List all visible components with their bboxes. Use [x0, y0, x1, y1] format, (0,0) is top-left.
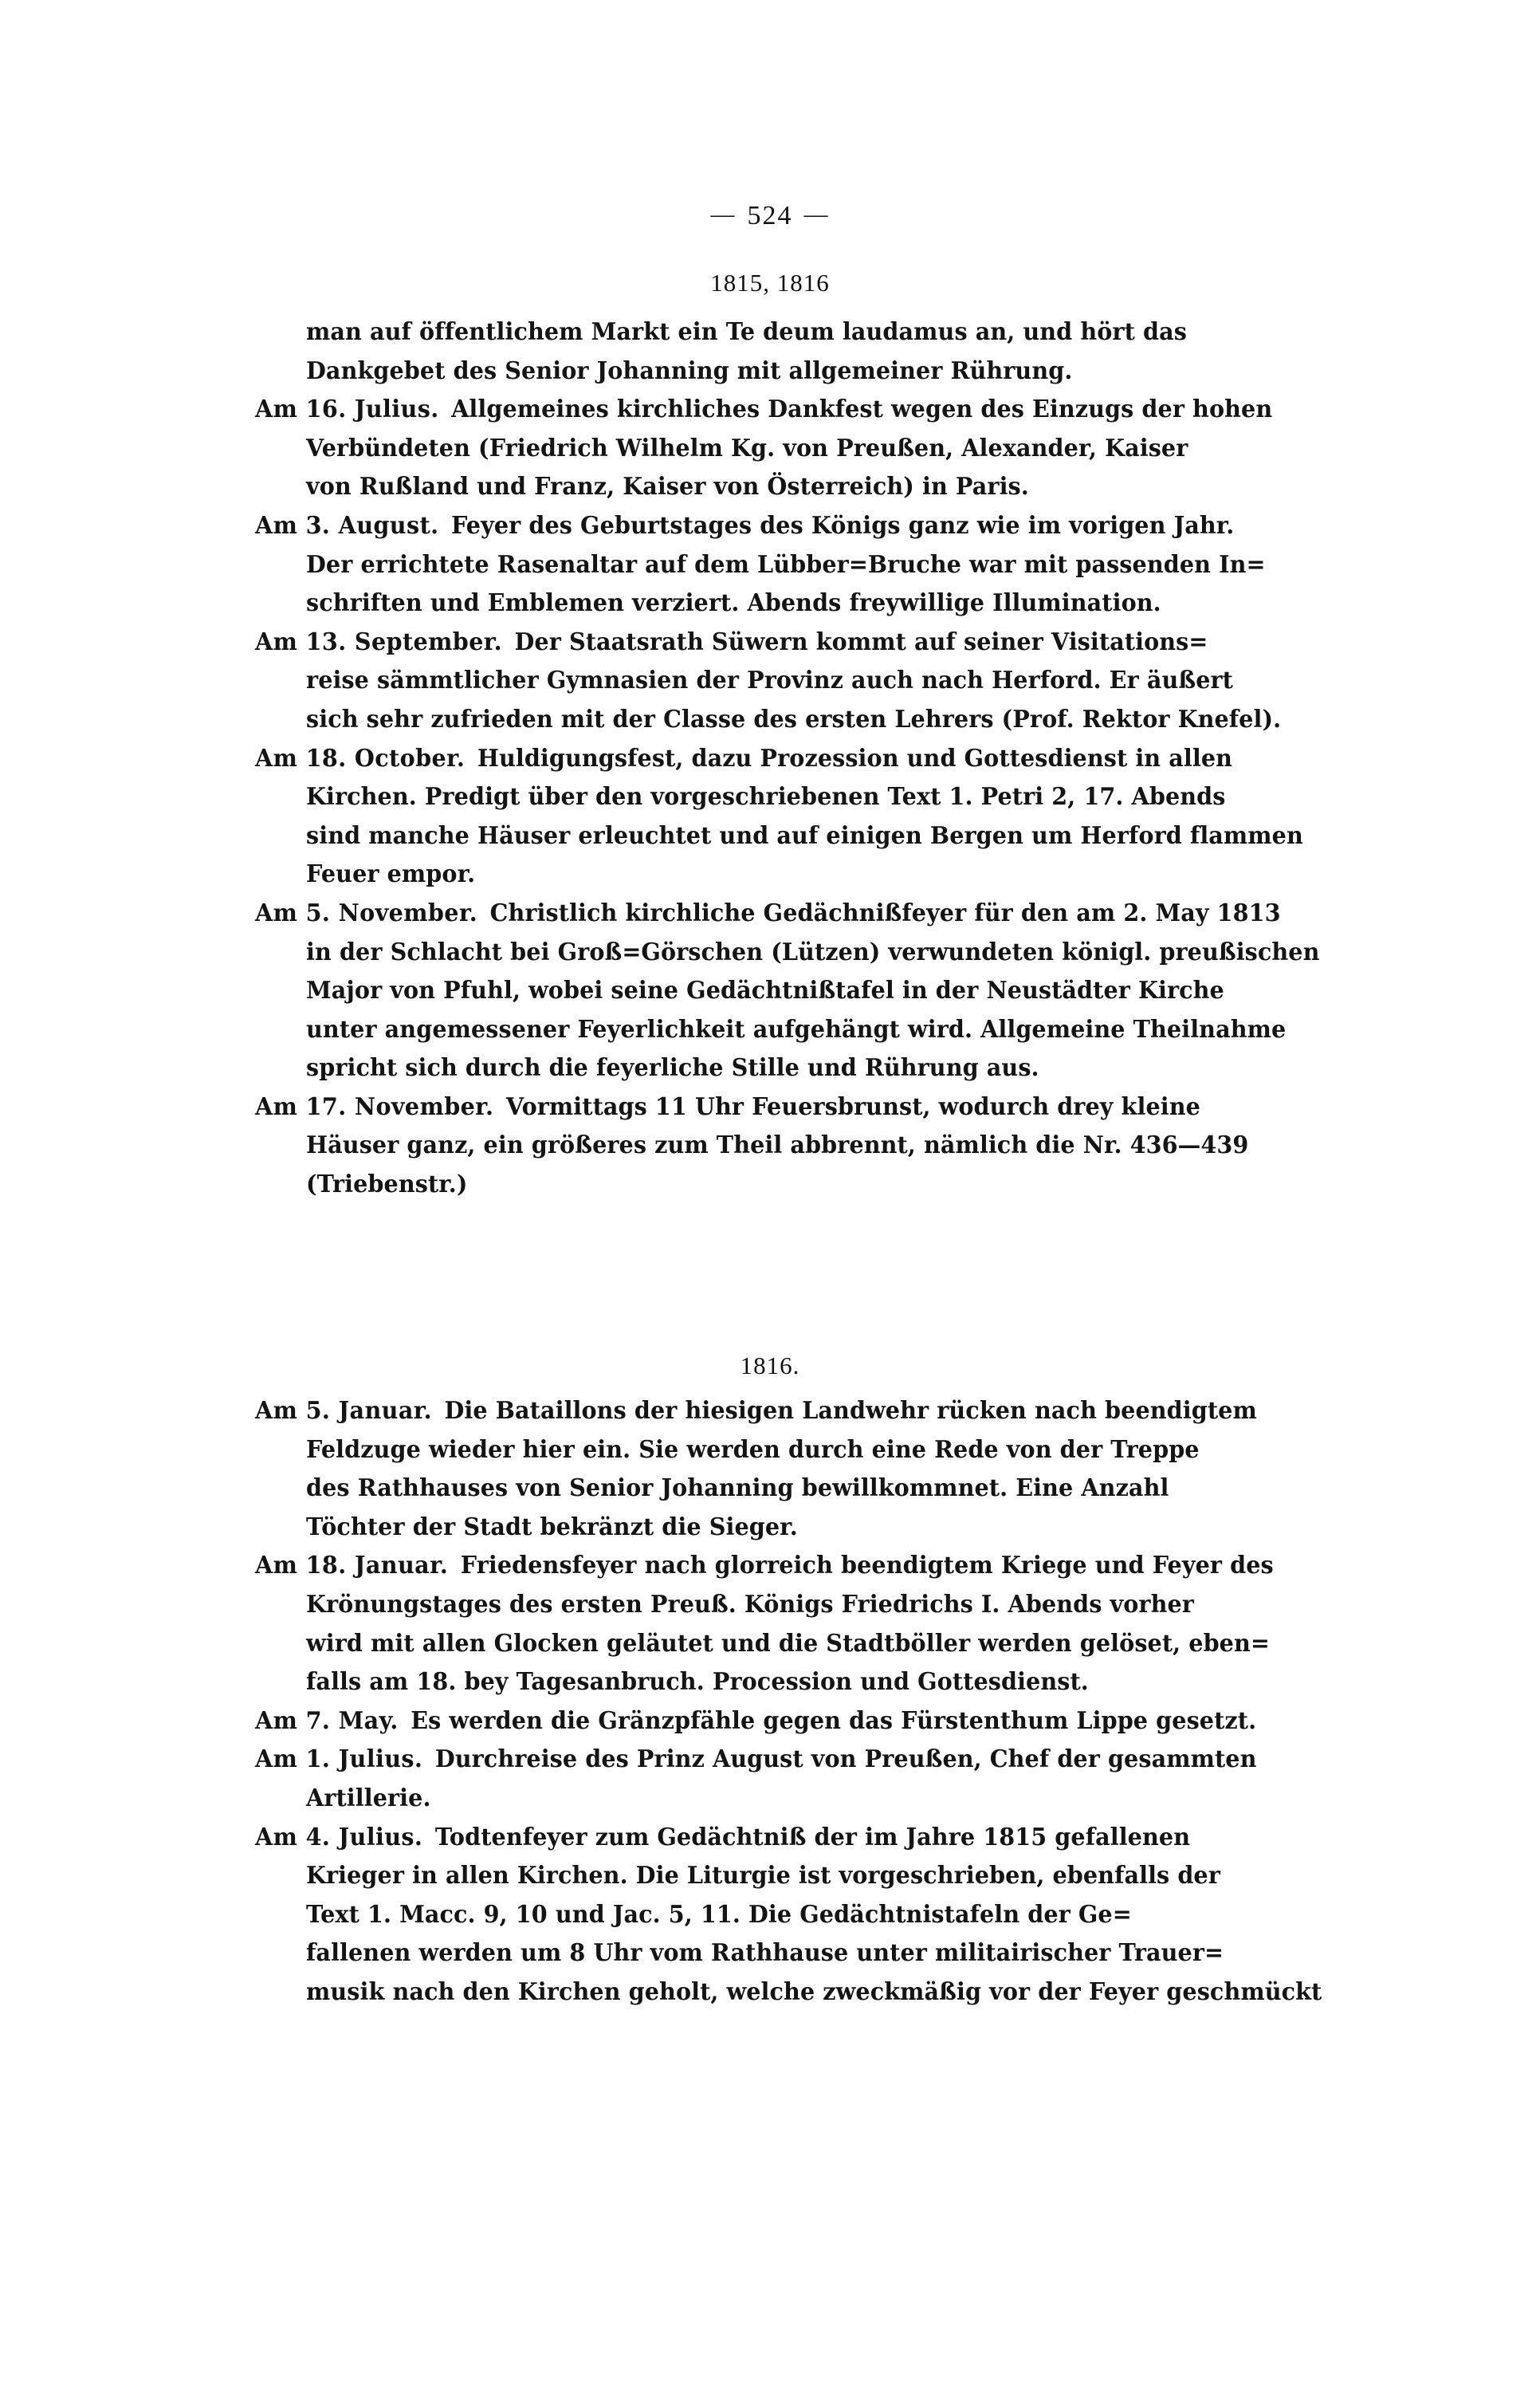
entry-date: Am 5. Januar.: [255, 1396, 432, 1424]
entry-date: Am 1. Julius.: [255, 1745, 423, 1773]
entry-line: (Triebenstr.): [306, 1170, 468, 1198]
entry-text: Vormittags 11 Uhr Feuersbrunst, wodurch drey kleine: [505, 1092, 1200, 1120]
entry-first-line: [255, 1391, 1415, 1430]
entry-text: Es werden die Gränzpfähle gegen das Fürstenthum Lippe gesetzt.: [411, 1705, 1257, 1734]
entry-line: wird mit allen Glocken geläutet und die Stadtböller werden gelöset, eben=: [306, 1628, 1270, 1657]
entry-text: Durchreise des Prinz August von Preußen, Chef der gesammten: [434, 1745, 1257, 1773]
entry-date: Am 3. August.: [255, 510, 439, 539]
year-heading-1816: 1816.: [740, 1351, 800, 1379]
entry-text: Todtenfeyer zum Gedächtniß der im Jahre 1815 gefallenen: [434, 1822, 1191, 1851]
entry-line: in der Schlacht bei Groß=Görschen (Lützen) verwundeten königl. preußischen: [306, 937, 1320, 966]
continuation-line: Dankgebet des Senior Johanning mit allgemeiner Rührung.: [306, 356, 1073, 384]
entry-line: reise sämmtlicher Gymnasien der Provinz auch nach Herford. Er äußert: [306, 666, 1234, 694]
entry-line: spricht sich durch die feyerliche Stille und Rührung aus.: [306, 1053, 1039, 1082]
entry-line: Feldzuge wieder hier ein. Sie werden durch eine Rede von der Treppe: [306, 1434, 1200, 1463]
entry-first-line: [255, 1818, 1415, 1857]
entry-line: Töchter der Stadt bekränzt die Sieger.: [306, 1512, 798, 1540]
entry-line: sind manche Häuser erleuchtet und auf einigen Bergen um Herford flammen: [306, 820, 1303, 849]
entry-first-line: [255, 894, 1415, 933]
entry-line: fallenen werden um 8 Uhr vom Rathhause unter militairischer Trauer=: [306, 1938, 1224, 1967]
entry-line: Verbündeten (Friedrich Wilhelm Kg. von Preußen, Alexander, Kaiser: [306, 433, 1188, 462]
running-head-dash-right: —: [803, 201, 830, 227]
body-text-1815: [255, 313, 1451, 1204]
entry-date: Am 7. May.: [255, 1705, 399, 1734]
entry-line: unter angemessener Feyerlichkeit aufgehängt wird. Allgemeine Theilnahme: [306, 1014, 1287, 1043]
entry-date: Am 18. Januar.: [255, 1551, 449, 1580]
entry-line: sich sehr zufrieden mit der Classe des ersten Lehrers (Prof. Rektor Knefel).: [306, 704, 1282, 733]
entry-first-line: [255, 390, 1415, 429]
entry-date: Am 13. September.: [255, 627, 502, 655]
running-head-dash-left: —: [710, 201, 737, 227]
entry-line: Krieger in allen Kirchen. Die Liturgie ist vorgeschrieben, ebenfalls der: [306, 1861, 1220, 1890]
entry-line: schriften und Emblemen verziert. Abends freywillige Illumination.: [306, 588, 1161, 617]
entry-text: Feyer des Geburtstages des Königs ganz wie im vorigen Jahr.: [450, 510, 1235, 539]
entry-line: musik nach den Kirchen geholt, welche zweckmäßig vor der Feyer geschmückt: [306, 1977, 1322, 2005]
continuation-line: man auf öffentlichem Markt ein Te deum laudamus an, und hört das: [306, 317, 1187, 345]
entry-line: des Rathhauses von Senior Johanning bewillkommnet. Eine Anzahl: [306, 1473, 1169, 1502]
entry-line: Kirchen. Predigt über den vorgeschriebenen Text 1. Petri 2, 17. Abends: [306, 782, 1226, 811]
entry-line: Krönungstages des ersten Preuß. Königs Friedrichs I. Abends vorher: [306, 1589, 1194, 1618]
entry-line: Text 1. Macc. 9, 10 und Jac. 5, 11. Die Gedächtnistafeln der Ge=: [306, 1899, 1132, 1928]
entry-line: Artillerie.: [306, 1783, 431, 1812]
entry-date: Am 16. Julius.: [255, 395, 439, 423]
entry-text: Huldigungsfest, dazu Prozession und Gottesdienst in allen: [477, 743, 1233, 772]
entry-date: Am 17. November.: [255, 1092, 494, 1120]
entry-line: Der errichtete Rasenaltar auf dem Lübber=Bruche war mit passenden In=: [306, 549, 1266, 578]
entry-first-line: [255, 1702, 1415, 1741]
entry-first-line: [255, 1088, 1415, 1127]
entry-line: Major von Pfuhl, wobei seine Gedächtnißtafel in der Neustädter Kirche: [306, 976, 1224, 1005]
entry-line: von Rußland und Franz, Kaiser von Österreich) in Paris.: [306, 472, 1029, 501]
entry-line: Häuser ganz, ein größeres zum Theil abbrennt, nämlich die Nr. 436—439: [306, 1131, 1249, 1159]
entry-text: Friedensfeyer nach glorreich beendigtem Kriege und Feyer des: [460, 1551, 1274, 1580]
year-heading-1815-1816: 1815, 1816: [710, 269, 830, 297]
entry-text: Der Staatsrath Süwern kommt auf seiner Visitations=: [514, 627, 1208, 655]
entry-line: falls am 18. bey Tagesanbruch. Procession und Gottesdienst.: [306, 1667, 1089, 1696]
entry-text: Christlich kirchliche Gedächnißfeyer für den am 2. May 1813: [489, 898, 1281, 927]
entry-date: Am 18. October.: [255, 743, 466, 772]
page-number: 524: [747, 201, 793, 230]
entry-first-line: [255, 1740, 1415, 1779]
entry-date: Am 5. November.: [255, 898, 478, 927]
entry-first-line: [255, 1546, 1415, 1585]
entry-date: Am 4. Julius.: [255, 1822, 423, 1851]
running-head: [0, 201, 1540, 231]
body-text-1816: [255, 1391, 1451, 2012]
entry-first-line: [255, 506, 1415, 545]
entry-first-line: [255, 623, 1415, 662]
entry-text: Die Bataillons der hiesigen Landwehr rücken nach beendigtem: [444, 1396, 1257, 1424]
entry-text: Allgemeines kirchliches Dankfest wegen des Einzugs der hohen: [451, 395, 1273, 423]
entry-line: Feuer empor.: [306, 860, 476, 888]
entry-first-line: [255, 739, 1415, 778]
